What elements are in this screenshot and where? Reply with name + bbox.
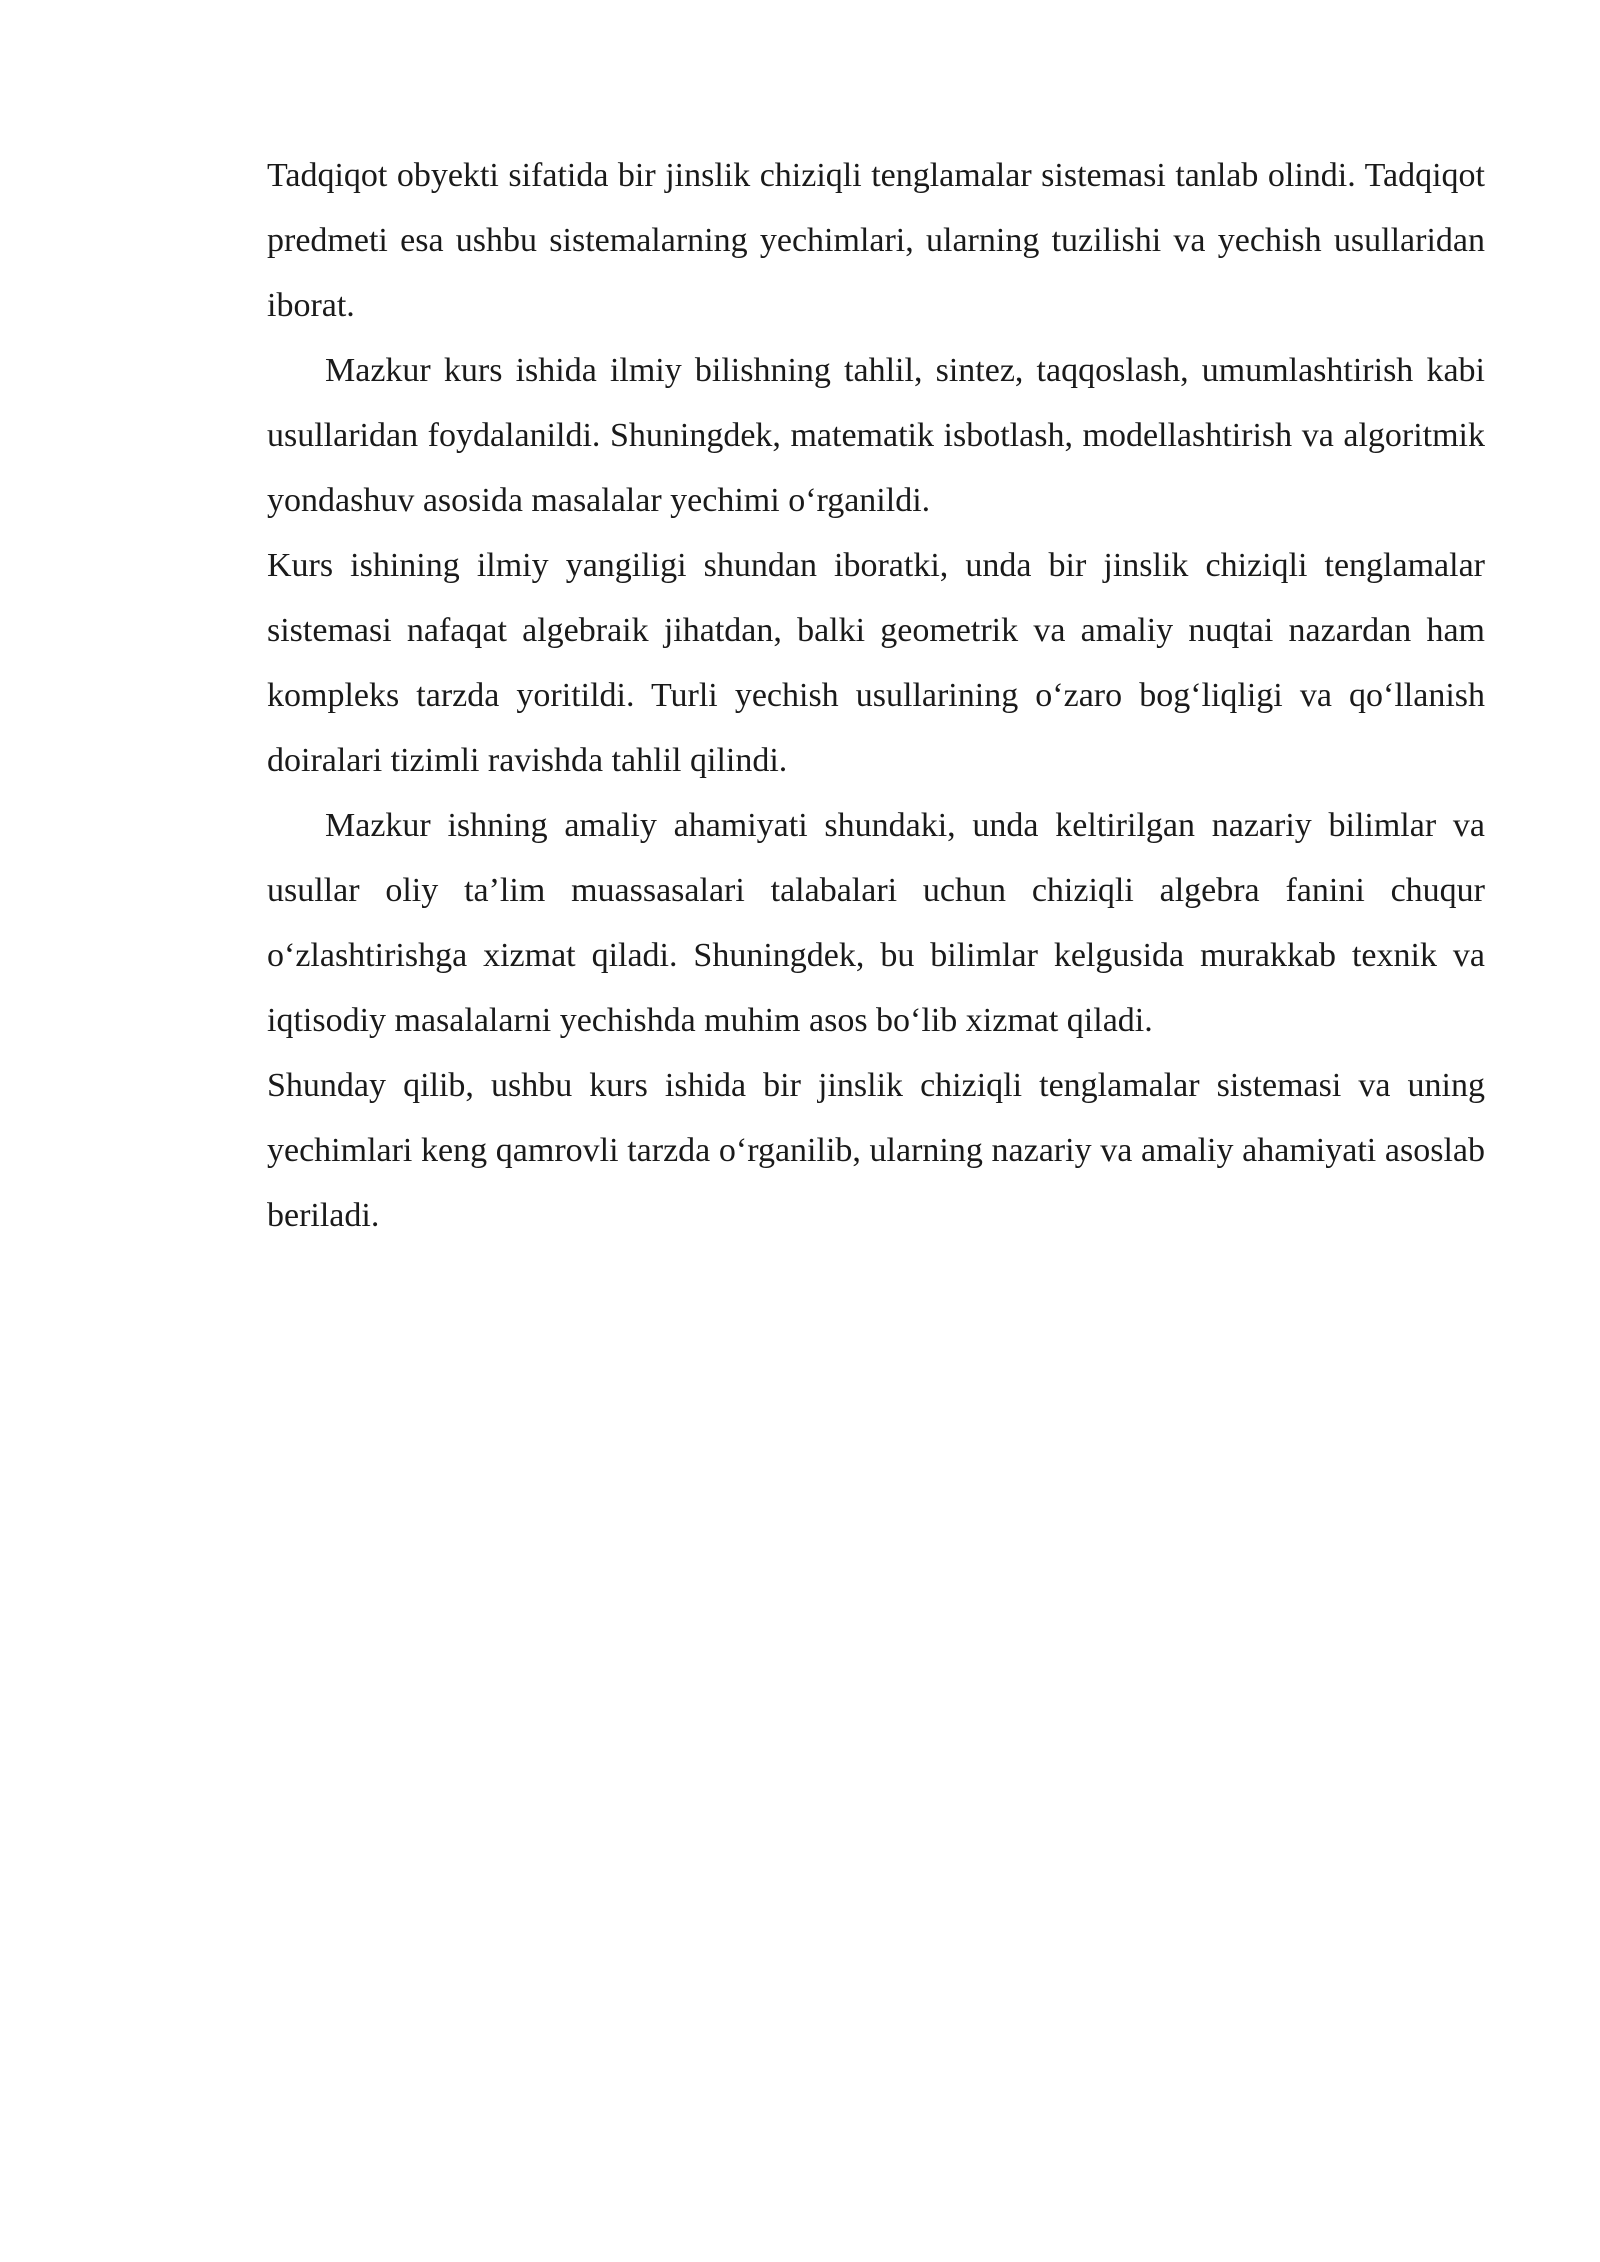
paragraph-conclusion: Shunday qilib, ushbu kurs ishida bir jinslik chiziqli tenglamalar sistemasi va uning yechimlari keng qamrovli tarzda o‘rganilib, ularning nazariy va amaliy ahamiyati asoslab beriladi. (267, 1067, 1485, 1234)
paragraph-practical-significance: Mazkur ishning amaliy ahamiyati shundaki, unda keltirilgan nazariy bilimlar va usullar oliy ta’lim muassasalari talabalari uchun chiziqli algebra fanini chuqur o‘zlashtirishga xizmat qiladi. Shuningdek, bu bilimlar kelgusida murakkab texnik va iqtisodiy masalalarni yechishda muhim asos bo‘lib xizmat qiladi. (267, 807, 1485, 1039)
body-text (267, 143, 1485, 1248)
paragraph-scientific-novelty: Kurs ishining ilmiy yangiligi shundan iboratki, unda bir jinslik chiziqli tenglamalar sistemasi nafaqat algebraik jihatdan, balki geometrik va amaliy nuqtai nazardan ham kompleks tarzda yoritildi. Turli yechish usullarining o‘zaro bog‘liqligi va qo‘llanish doiralari tizimli ravishda tahlil qilindi. (267, 547, 1485, 779)
paragraph-methods: Mazkur kurs ishida ilmiy bilishning tahlil, sintez, taqqoslash, umumlashtirish kabi usullaridan foydalanildi. Shuningdek, matematik isbotlash, modellashtirish va algoritmik yondashuv asosida masalalar yechimi o‘rganildi. (267, 352, 1485, 519)
paragraph-research-object: Tadqiqot obyekti sifatida bir jinslik chiziqli tenglamalar sistemasi tanlab olindi. Tadqiqot predmeti esa ushbu sistemalarning yechimlari, ularning tuzilishi va yechish usullaridan iborat. (267, 157, 1485, 324)
